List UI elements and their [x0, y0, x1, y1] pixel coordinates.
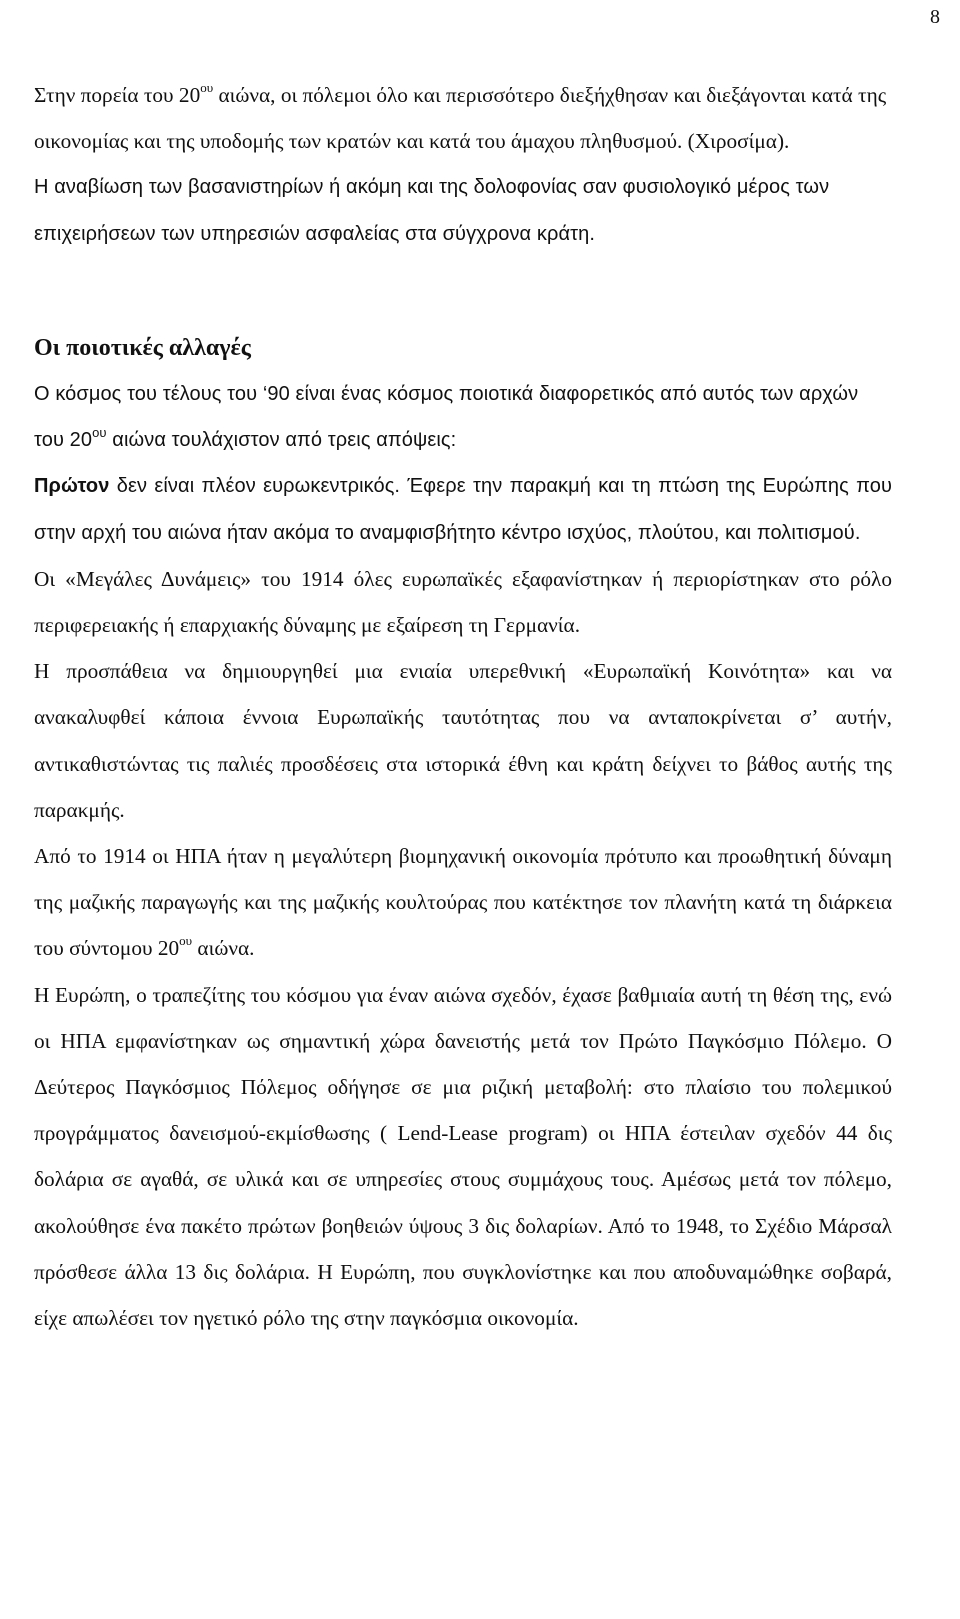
section-p2-bold-lead: Πρώτον: [34, 475, 110, 498]
intro-paragraph-2: Η αναβίωση των βασανιστηρίων ή ακόμη και της δολοφονίας σαν φυσιολογικό μέρος των επιχειρήσεων των υπηρεσιών ασφαλείας στα σύγχρονα κράτη.: [34, 176, 830, 245]
section-heading: Οι ποιοτικές αλλαγές: [34, 334, 251, 361]
section-paragraph-2: [34, 463, 892, 555]
section-p1-text-b: αιώνα τουλάχιστον από τρεις απόψεις:: [106, 429, 457, 452]
intro-p1-superscript: ου: [200, 79, 214, 95]
section-p1-superscript: ου: [92, 424, 107, 440]
section-p5-superscript: ου: [179, 933, 193, 949]
section-p1-text-a: Ο κόσμος του τέλους του ‘90 είναι ένας κόσμος ποιοτικά διαφορετικός από αυτός των αρχών του 20: [34, 383, 859, 452]
section-paragraph-5: [34, 833, 892, 972]
section-p2-text: δεν είναι πλέον ευρωκεντρικός. Έφερε την παρακμή και τη πτώση της Ευρώπης που στην αρχή του αιώνα ήταν ακόμα το αναμφισβήτητο κέντρο ισχύος, πλούτου, και πολιτισμού.: [34, 475, 892, 544]
section-paragraph-4: Η προσπάθεια να δημιουργηθεί μια ενιαία υπερεθνική «Ευρωπαϊκή Κοινότητα» και να ανακαλυφθεί κάποια έννοια Ευρωπαϊκής ταυτότητας που να ανταποκρίνεται σ’ αυτήν, αντικαθιστώντας τις παλιές προσδέσεις στα ιστορικά έθνη και κράτη δείχνει το βάθος αυτής της παρακμής.: [34, 659, 892, 822]
document-body: [34, 72, 892, 1341]
section-p5-text-b: αιώνα.: [192, 936, 255, 961]
section-paragraph-6: Η Ευρώπη, ο τραπεζίτης του κόσμου για έναν αιώνα σχεδόν, έχασε βαθμιαία αυτή τη θέση της, ενώ οι ΗΠΑ εμφανίστηκαν ως σημαντική χώρα δανειστής μετά τον Πρώτο Παγκόσμιο Πόλεμο. Ο Δεύτερος Παγκόσμιος Πόλεμος οδήγησε σε μια ριζική μεταβολή: στο πλαίσιο του πολεμικού προγράμματος δανεισμού-εκμίσθωσης ( Lend-Lease program) οι ΗΠΑ έστειλαν σχεδόν 44 δις δολάρια σε αγαθά, σε υλικά και σε υπηρεσίες στους συμμάχους τους. Αμέσως μετά τον πόλεμο, ακολούθησε ένα πακέτο πρώτων βοηθειών ύψους 3 δις δολαρίων. Από το 1948, το Σχέδιο Μάρσαλ πρόσθεσε άλλα 13 δις δολάρια. Η Ευρώπη, που συγκλονίστηκε και που αποδυναμώθηκε σοβαρά, είχε απωλέσει τον ηγετικό ρόλο της στην παγκόσμια οικονομία.: [34, 982, 892, 1331]
intro-p1-text-a: Στην πορεία του 20: [34, 83, 201, 107]
intro-p1-text-b: αιώνα, οι πόλεμοι όλο και περισσότερο διεξήχθησαν και διεξάγονται κατά της οικονομίας και της υποδομής των κρατών και κατά του άμαχου πληθυσμού. (Χιροσίμα).: [34, 83, 887, 154]
page-number: 8: [930, 6, 940, 28]
section-paragraph-3: Οι «Μεγάλες Δυνάμεις» του 1914 όλες ευρωπαϊκές εξαφανίστηκαν ή περιορίστηκαν στο ρόλο περιφερειακής ή επαρχιακής δύναμης με εξαίρεση τη Γερμανία.: [34, 566, 892, 638]
section-p5-text-a: Από το 1914 οι ΗΠΑ ήταν η μεγαλύτερη βιομηχανική οικονομία πρότυπο και προωθητική δύναμη της μαζικής παραγωγής και της μαζικής κουλτούρας που κατέκτησε τον πλανήτη κατά τη διάρκεια του σύντομου 20: [34, 844, 892, 961]
section-paragraph-1: [34, 371, 892, 463]
intro-paragraph-1: [34, 72, 892, 164]
